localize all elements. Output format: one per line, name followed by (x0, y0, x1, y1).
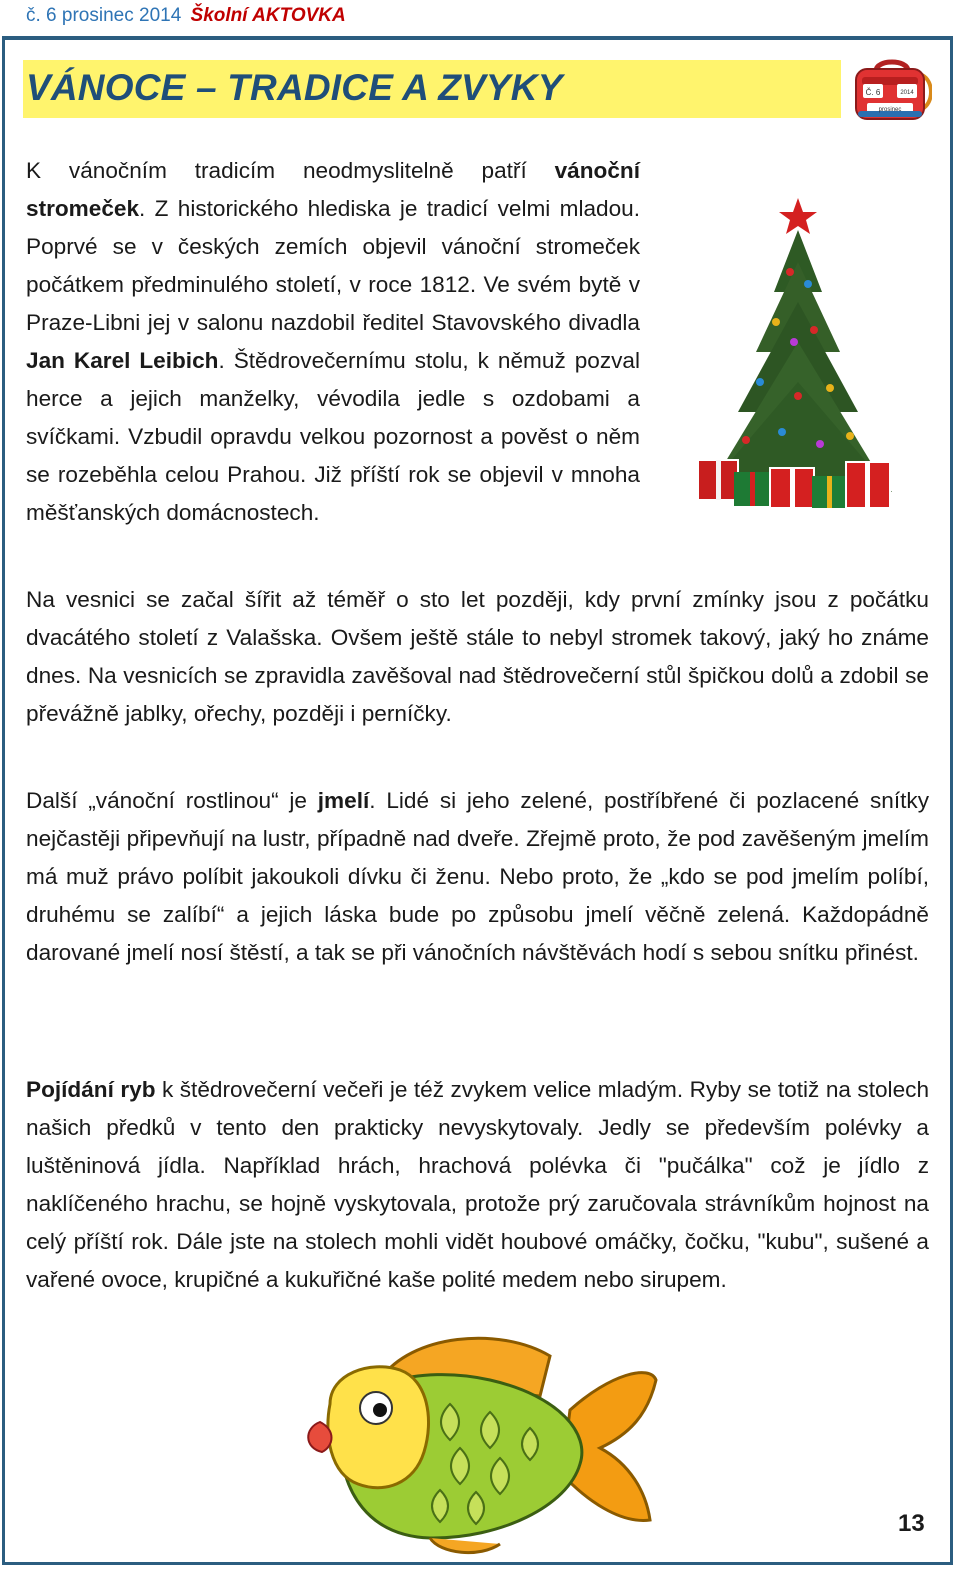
p4-text-post: k štědrovečerní večeři je též zvykem velice mladým. Ryby se totiž na stolech našich předků v tento den prakticky nevyskytovaly. Jedly se především polévky a luštěninová jídla. Například hrách, hrachová polévka či "pučálka" což je jídlo z naklíčeného hrachu, se hojně vyskytovala, protože prý zaručovala strávníkům hojnost na celý příští rok. Dále jste na stolech mohli vidět houbové omáčky, čočku, "kubu", sušené a vařené ovoce, krupičné a kukuřičné kaše polité medem nebo sirupem. (26, 1077, 930, 1292)
schoolbag-logo-icon (852, 57, 932, 123)
fish-illustration-icon (300, 1324, 660, 1559)
paragraph-mistletoe (26, 782, 929, 972)
p3-bold-mistletoe: jmelí (317, 788, 370, 813)
article-title: VÁNOCE – TRADICE A ZVYKY (26, 67, 563, 108)
paragraph-christmas-tree (26, 152, 640, 532)
p1-text-pre: K vánočním tradicím neodmyslitelně patří (26, 158, 555, 183)
paragraph-village-tradition: Na vesnici se začal šířit až téměř o sto let později, kdy první zmínky jsou z počátku dvacátého století z Valašska. Ovšem ještě stále to nebyl stromek takový, jaký ho známe dnes. Na vesnicích se zpravidla zavěšoval nad štědrovečerní stůl špičkou dolů a zdobil se převážně jablky, ořechy, později i perníčky. (26, 587, 929, 726)
magazine-name: Školní AKTOVKA (190, 5, 346, 26)
page-number: 13 (898, 1510, 925, 1537)
logo-month-text: prosinec (878, 107, 902, 113)
p1-bold-tree: vánoční stromeček (26, 158, 640, 221)
p3-text-pre: Další „vánoční rostlinou“ je (26, 788, 318, 813)
p1-text-post: . Štědrovečernímu stolu, k němuž pozval herce a jejich manželky, vévodila jedle s ozdobami a svíčkami. Vzbudil opravdu velkou pozornost a pověst o něm se rozeběhla celou Prahou. Již příští rok se objevil v mnoha měšťanských domácnostech. (26, 348, 641, 525)
christmas-tree-illustration-icon (690, 192, 898, 516)
p1-text-mid: . Z historického hlediska je tradicí velmi mladou. Poprvé se v českých zemích objevil vánoční stromeček počátkem předminulého století, v roce 1812. Ve svém bytě v Praze-Libni jej v salonu nazdobil ředitel Stavovského divadla (26, 196, 640, 335)
logo-year-text: 2014 (900, 90, 914, 96)
p4-bold-fish: Pojídání ryb (26, 1077, 156, 1102)
logo-issue-text: Č. 6 (865, 88, 881, 97)
p3-text-post: . Lidé si jeho zelené, postříbřené či pozlacené snítky nejčastěji připevňují na lustr, případně nad dveře. Zřejmě proto, že pod zavěšeným jmelím má muž právo políbit jakoukoli dívku či ženu. Nebo proto, že „kdo se pod jmelím políbí, druhému se zalíbí“ a jejich láska bude po způsobu jmelí věčně zelená. Každopádně darované jmelí nosí štěstí, a tak se při vánočních návštěvách hodí s sebou snítku přinést. (26, 788, 929, 965)
paragraph-fish (26, 1071, 929, 1299)
p1-bold-name: Jan Karel Leibich (26, 348, 219, 373)
issue-label: č. 6 prosinec 2014 (26, 5, 182, 26)
gift-boxes (698, 460, 890, 508)
running-header (26, 4, 346, 28)
